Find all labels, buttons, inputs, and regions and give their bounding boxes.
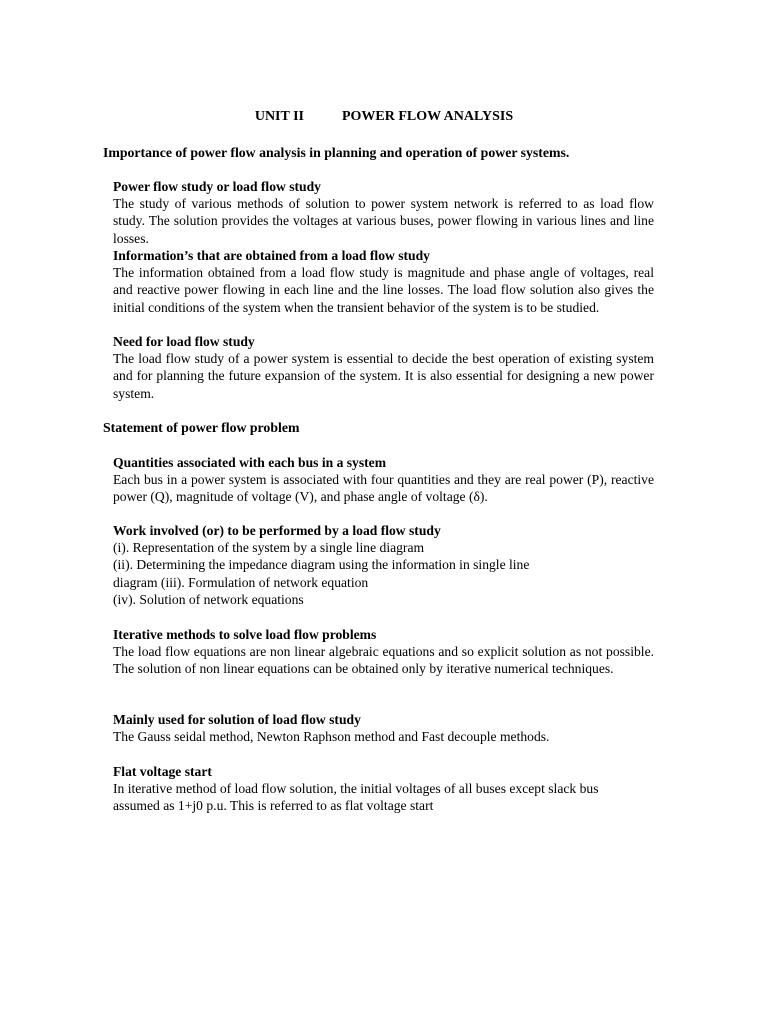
section-body: The Gauss seidal method, Newton Raphson method and Fast decouple methods.	[113, 729, 550, 745]
section-heading: Iterative methods to solve load flow problems	[113, 627, 377, 642]
section-information	[113, 247, 654, 316]
section-heading: Work involved (or) to be performed by a load flow study	[113, 523, 441, 538]
section-flat-voltage-start	[113, 763, 654, 815]
page-title	[0, 108, 768, 125]
section-iterative-methods	[113, 626, 654, 678]
section-heading: Need for load flow study	[113, 334, 255, 349]
list-item: diagram (iii). Formulation of network equation	[113, 574, 369, 590]
unit-label: UNIT II	[254, 109, 304, 124]
statement-heading: Statement of power flow problem	[103, 420, 300, 435]
paragraph-line: In iterative method of load flow solution, the initial voltages of all buses except slack bus	[113, 781, 599, 797]
section-body: Each bus in a power system is associated with four quantities and they are real power (P), reactive power (Q), magnitude of voltage (V), and phase angle of voltage (δ).	[113, 472, 654, 505]
list-item: (i). Representation of the system by a single line diagram	[113, 540, 425, 556]
list-item: (iv). Solution of network equations	[113, 591, 304, 607]
section-heading: Information’s that are obtained from a load flow study	[113, 248, 430, 263]
importance-heading: Importance of power flow analysis in planning and operation of power systems.	[103, 145, 570, 160]
section-body: The study of various methods of solution to power system network is referred to as load flow study. The solution provides the voltages at various buses, power flowing in various lines and line losses.	[113, 196, 654, 246]
section-need-for-study	[113, 333, 654, 402]
section-heading: Power flow study or load flow study	[113, 179, 321, 194]
unit-topic: POWER FLOW ANALYSIS	[341, 109, 514, 124]
section-power-flow-study	[113, 178, 654, 247]
section-heading: Flat voltage start	[113, 764, 212, 779]
section-body: The load flow equations are non linear algebraic equations and so explicit solution as not possible. The solution of non linear equations can be obtained only by iterative numerical techniques.	[113, 644, 654, 677]
section-methods-used	[113, 711, 654, 745]
paragraph-line: assumed as 1+j0 p.u. This is referred to as flat voltage start	[113, 798, 434, 814]
list-item: (ii). Determining the impedance diagram using the information in single line	[113, 557, 530, 573]
section-heading: Mainly used for solution of load flow study	[113, 712, 361, 727]
section-body: The load flow study of a power system is essential to decide the best operation of existing system and for planning the future expansion of the system. It is also essential for designing a new power system.	[113, 351, 654, 401]
section-heading: Quantities associated with each bus in a system	[113, 455, 387, 470]
section-bus-quantities	[113, 454, 654, 506]
section-work-involved	[113, 522, 654, 608]
section-body: The information obtained from a load flow study is magnitude and phase angle of voltages, real and reactive power flowing in each line and the line losses. The load flow solution also gives the initial conditions of the system when the transient behavior of the system is to be studied.	[113, 265, 654, 315]
